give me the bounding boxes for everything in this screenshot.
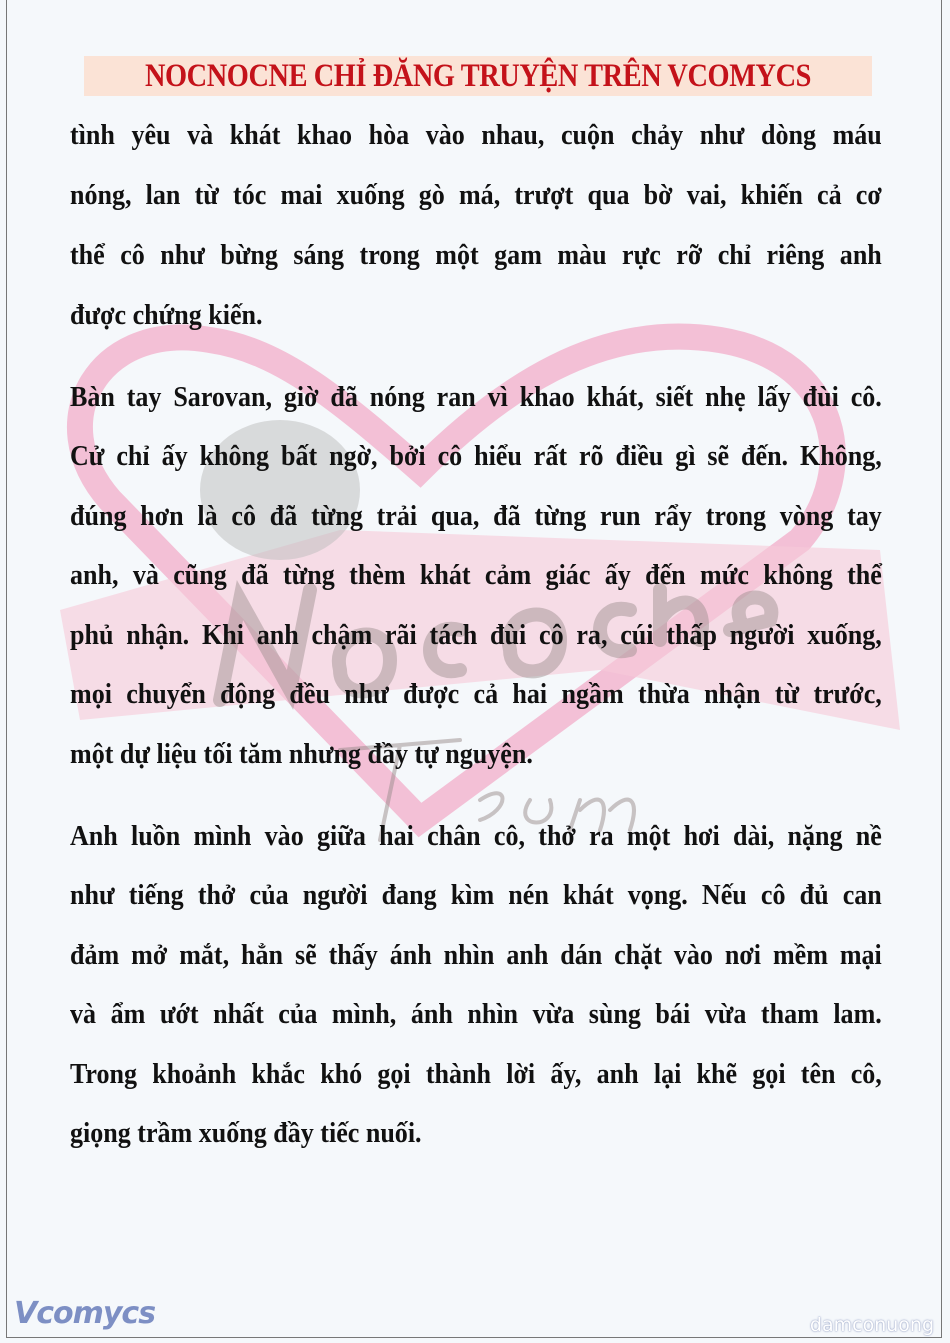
text-line: giọng trầm xuống đầy tiếc nuối.: [70, 1118, 422, 1149]
text-line: đảm mở mắt, hẳn sẽ thấy ánh nhìn anh dán chặt vào nơi mềm mại: [70, 940, 882, 971]
text-line: Anh luồn mình vào giữa hai chân cô, thở ra một hơi dài, nặng nề: [70, 821, 882, 852]
text-line: nóng, lan từ tóc mai xuống gò má, trượt qua bờ vai, khiến cả cơ: [70, 180, 882, 211]
text-line: đúng hơn là cô đã từng trải qua, đã từng run rẩy trong vòng tay: [70, 501, 882, 532]
vcomycs-logo: Vcomycs: [14, 1296, 156, 1331]
text-line: như tiếng thở của người đang kìm nén khát vọng. Nếu cô đủ can: [70, 880, 882, 911]
text-line: một dự liệu tối tăm nhưng đầy tự nguyện.: [70, 739, 533, 770]
text-line: phủ nhận. Khi anh chậm rãi tách đùi cô ra, cúi thấp người xuống,: [70, 620, 882, 651]
text-line: Bàn tay Sarovan, giờ đã nóng ran vì khao khát, siết nhẹ lấy đùi cô.: [70, 382, 882, 413]
text-line: và ẩm ướt nhất của mình, ánh nhìn vừa sùng bái vừa tham lam.: [70, 999, 882, 1030]
text-line: Trong khoảnh khắc khó gọi thành lời ấy, anh lại khẽ gọi tên cô,: [70, 1059, 882, 1090]
text-line: thể cô như bừng sáng trong một gam màu rực rỡ chỉ riêng anh: [70, 240, 882, 271]
text-line: được chứng kiến.: [70, 300, 263, 331]
text-line: anh, và cũng đã từng thèm khát cảm giác ấy đến mức không thể: [70, 560, 882, 591]
text-line: Cử chỉ ấy không bất ngờ, bởi cô hiểu rất rõ điều gì sẽ đến. Không,: [70, 441, 882, 472]
banner-text: NOCNOCNE CHỈ ĐĂNG TRUYỆN TRÊN VCOMYCS: [144, 58, 812, 94]
damconuong-logo: damconuong: [809, 1314, 934, 1336]
title-banner: [84, 56, 872, 96]
text-line: tình yêu và khát khao hòa vào nhau, cuộn chảy như dòng máu: [70, 120, 882, 151]
text-line: mọi chuyển động đều như được cả hai ngầm thừa nhận từ trước,: [70, 679, 882, 710]
